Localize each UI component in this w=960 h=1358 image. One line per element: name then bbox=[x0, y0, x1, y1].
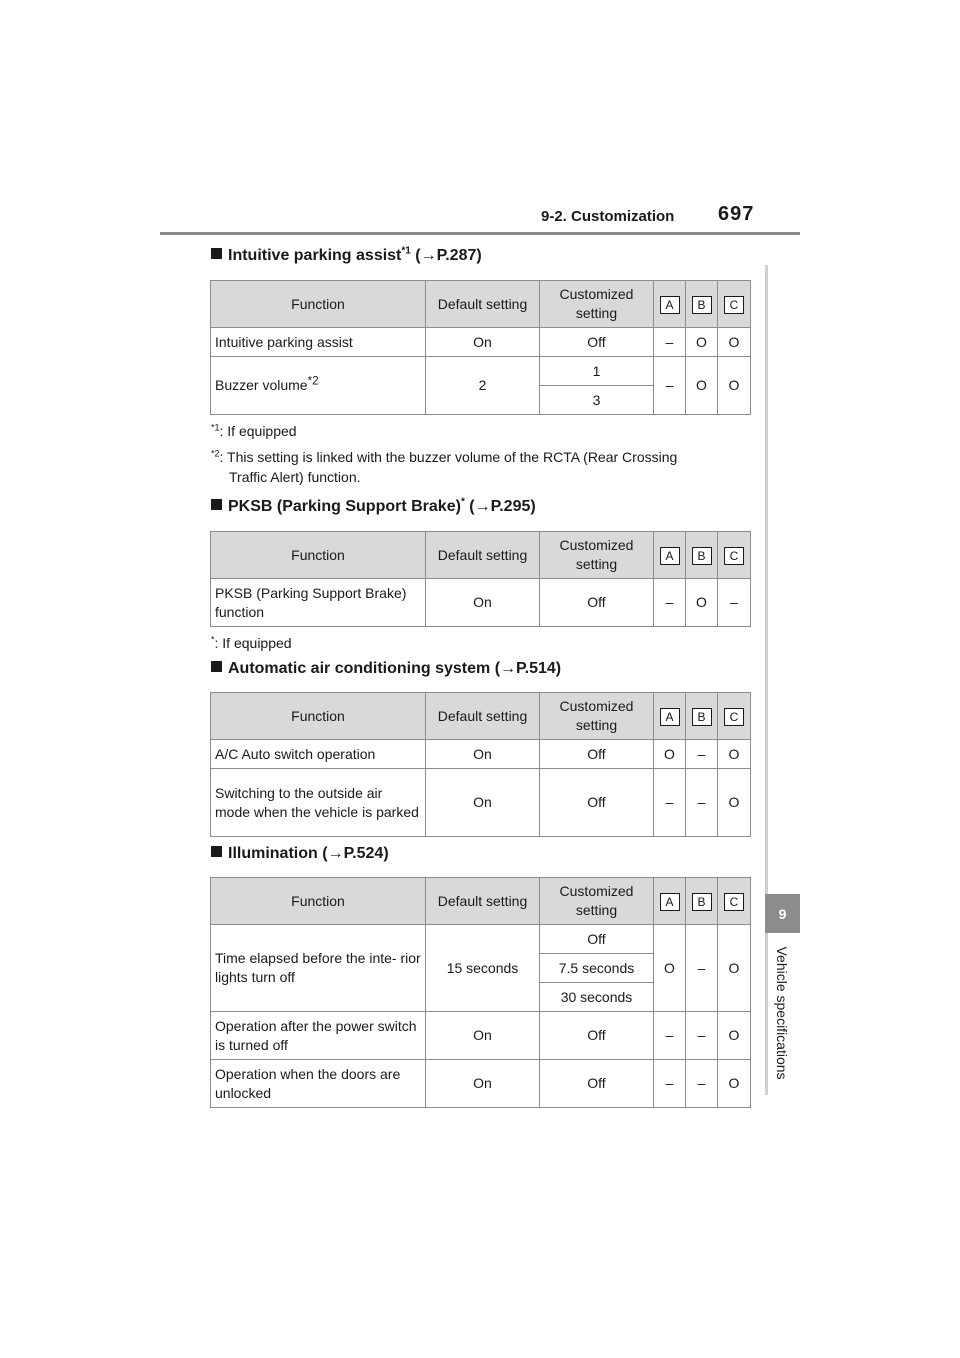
chapter-label: Vehicle specifications bbox=[774, 946, 790, 1080]
header-customized: Customized setting bbox=[540, 281, 654, 328]
header-c: C bbox=[724, 547, 744, 565]
header-function: Function bbox=[211, 281, 426, 328]
table-row: Switching to the outside air mode when the vehicle is parked On Off – – O bbox=[211, 769, 751, 837]
header-b: B bbox=[692, 296, 712, 314]
header-default: Default setting bbox=[426, 878, 540, 925]
side-rule bbox=[765, 265, 768, 1095]
square-bullet-icon bbox=[211, 661, 222, 672]
square-bullet-icon bbox=[211, 499, 222, 510]
page-number: 697 bbox=[718, 203, 755, 225]
header-function: Function bbox=[211, 878, 426, 925]
table-row: Buzzer volume$^{*2}$ 2 1 – O O bbox=[211, 357, 751, 386]
table-header-row bbox=[211, 878, 751, 925]
section-header-title: 9-2. Customization bbox=[541, 208, 675, 225]
header-a: A bbox=[660, 708, 680, 726]
arrow-right-icon: → bbox=[500, 660, 517, 677]
header-b: B bbox=[692, 547, 712, 565]
header-a: A bbox=[660, 296, 680, 314]
page-ref-link[interactable]: P.287 bbox=[436, 247, 477, 264]
arrow-right-icon: → bbox=[420, 247, 437, 264]
square-bullet-icon bbox=[211, 846, 222, 857]
header-function: Function bbox=[211, 693, 426, 740]
header-a: A bbox=[660, 893, 680, 911]
header-c: C bbox=[724, 708, 744, 726]
header-customized: Customized setting bbox=[540, 532, 654, 579]
footnote-1: $^{*1}$: If equipped bbox=[211, 422, 297, 439]
table-illumination bbox=[210, 877, 751, 1108]
section-heading-ipa: Intuitive parking assist$^{*1}$ (→P.287) bbox=[211, 247, 482, 265]
header-customized: Customized setting bbox=[540, 693, 654, 740]
section-heading-pksb: PKSB (Parking Support Brake)* (→P.295) bbox=[211, 498, 536, 516]
header-function: Function bbox=[211, 532, 426, 579]
header-rule bbox=[160, 232, 800, 235]
table-row: A/C Auto switch operation On Off O – O bbox=[211, 740, 751, 769]
header-c: C bbox=[724, 893, 744, 911]
header-default: Default setting bbox=[426, 281, 540, 328]
table-row: Operation after the power switch is turned off On Off – – O bbox=[211, 1012, 751, 1060]
arrow-right-icon: → bbox=[327, 845, 344, 862]
table-row: Time elapsed before the inte- rior lights turn off 15 seconds Off O – O bbox=[211, 925, 751, 954]
table-ipa bbox=[210, 280, 751, 415]
header-default: Default setting bbox=[426, 693, 540, 740]
table-header-row bbox=[211, 693, 751, 740]
header-default: Default setting bbox=[426, 532, 540, 579]
table-header-row bbox=[211, 281, 751, 328]
footnote-2: $^{*2}$: This setting is linked with the buzzer volume of the RCTA (Rear Crossing Traffic Alert) function. bbox=[211, 448, 678, 485]
header-customized: Customized setting bbox=[540, 878, 654, 925]
table-header-row bbox=[211, 532, 751, 579]
table-row: 30 seconds bbox=[211, 983, 751, 1012]
arrow-right-icon: → bbox=[474, 498, 491, 515]
page-ref-link[interactable]: P.514 bbox=[516, 660, 556, 677]
page-ref-link[interactable]: P.295 bbox=[490, 498, 531, 515]
header-a: A bbox=[660, 547, 680, 565]
section-heading-illumination: Illumination (→P.524) bbox=[211, 845, 389, 863]
square-bullet-icon bbox=[211, 248, 222, 259]
header-b: B bbox=[692, 893, 712, 911]
header-b: B bbox=[692, 708, 712, 726]
table-row: Intuitive parking assist On Off – O O bbox=[211, 328, 751, 357]
table-row: 7.5 seconds bbox=[211, 954, 751, 983]
table-row: 3 bbox=[211, 386, 751, 415]
chapter-tab: 9 bbox=[765, 894, 800, 933]
page-ref-link[interactable]: P.524 bbox=[343, 845, 384, 862]
footnote-pksb: *: If equipped bbox=[211, 634, 292, 651]
section-heading-ac: Automatic air conditioning system (→P.514) bbox=[211, 660, 561, 678]
table-row: Operation when the doors are unlocked On Off – – O bbox=[211, 1060, 751, 1108]
table-ac bbox=[210, 692, 751, 837]
table-pksb bbox=[210, 531, 751, 627]
table-row: PKSB (Parking Support Brake) function On Off – O – bbox=[211, 579, 751, 627]
header-c: C bbox=[724, 296, 744, 314]
